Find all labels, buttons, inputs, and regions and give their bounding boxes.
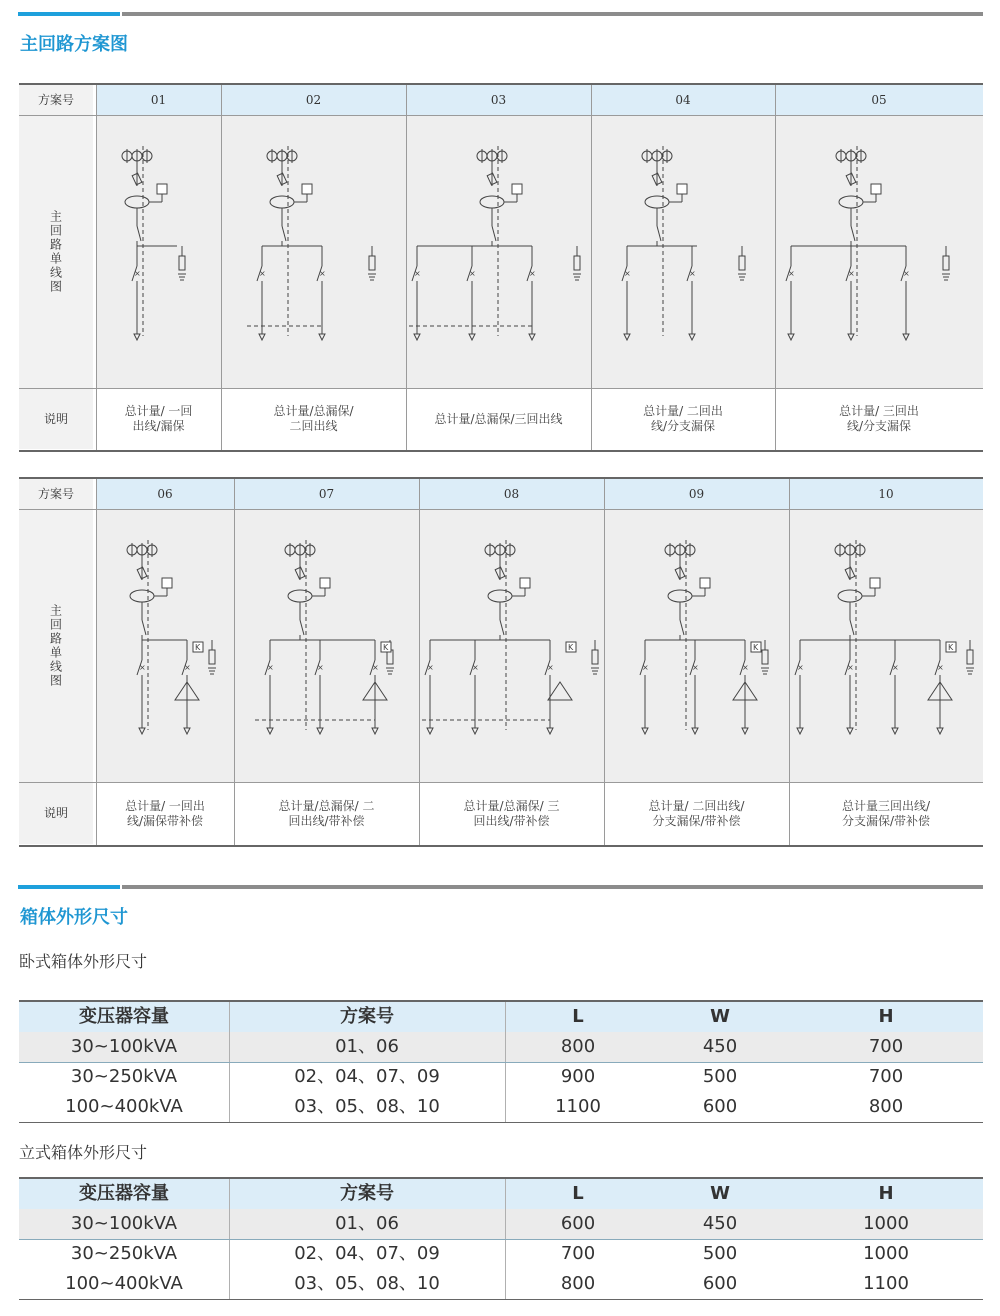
svg-text:K: K — [568, 643, 574, 652]
svg-text:×: × — [797, 663, 804, 672]
table-cell: 500 — [702, 1066, 738, 1087]
table-cell: 30~100kVA — [19, 1209, 229, 1239]
svg-text:×: × — [847, 663, 854, 672]
table-cell: 450 — [651, 1032, 789, 1062]
svg-text:K: K — [195, 643, 201, 652]
svg-text:×: × — [427, 663, 434, 672]
meter-box-icon — [700, 578, 710, 588]
table-header-row — [19, 1002, 983, 1032]
scheme-description: 总计量/总漏保/ 三 回出线/带补偿 — [463, 798, 560, 828]
svg-text:×: × — [689, 269, 696, 278]
scheme-id: 01 — [96, 85, 221, 115]
svg-text:×: × — [259, 269, 266, 278]
column-header: H — [789, 1179, 983, 1209]
scheme-id: 10 — [789, 479, 983, 509]
single-line-diagram — [407, 116, 591, 388]
single-line-diagram — [420, 510, 604, 782]
section-title-schemes: 主回路方案图 — [20, 34, 128, 55]
single-line-diagram — [222, 116, 406, 388]
svg-text:×: × — [892, 663, 899, 672]
svg-text:×: × — [848, 269, 855, 278]
section-title-dimensions: 箱体外形尺寸 — [20, 907, 128, 928]
table-cell: 30~250kVA — [70, 1243, 178, 1264]
table-row — [19, 1269, 983, 1299]
single-line-diagram — [605, 510, 789, 782]
description-label: 说明 — [19, 783, 93, 844]
table-cell: 450 — [651, 1209, 789, 1239]
circuit-diagram-svg — [790, 510, 983, 782]
table-cell: 02、04、07、09 — [294, 1066, 440, 1087]
circuit-diagram-svg — [420, 510, 604, 782]
table-cell: 700 — [789, 1032, 983, 1062]
scheme-description: 总计量/ 二回出 线/分支漏保 — [643, 404, 723, 433]
section-divider — [18, 12, 983, 16]
table-cell: 01、06 — [229, 1032, 505, 1062]
column-header: H — [789, 1002, 983, 1032]
scheme-id: 05 — [775, 85, 983, 115]
table-cell: 800 — [868, 1096, 904, 1117]
table-cell: 1100 — [555, 1096, 601, 1117]
svg-text:×: × — [472, 663, 479, 672]
single-line-diagram — [790, 510, 983, 782]
table-cell: 600 — [702, 1096, 738, 1117]
scheme-table-1 — [19, 83, 983, 452]
scheme-id: 03 — [406, 85, 591, 115]
table-cell: 700 — [868, 1066, 904, 1087]
vertical-box-title: 立式箱体外形尺寸 — [19, 1143, 148, 1162]
svg-text:×: × — [319, 269, 326, 278]
column-header: 方案号 — [229, 1002, 505, 1032]
single-line-diagram — [776, 116, 983, 388]
vertical-dimensions-table — [19, 1177, 983, 1300]
scheme-id: 07 — [234, 479, 419, 509]
single-line-diagram — [97, 510, 234, 782]
scheme-description: 总计量/ 三回出 线/分支漏保 — [839, 404, 919, 433]
table-cell: 800 — [560, 1273, 596, 1294]
scheme-no-label: 方案号 — [19, 85, 93, 115]
table-cell: 600 — [505, 1209, 651, 1239]
svg-text:×: × — [692, 663, 699, 672]
column-header: 方案号 — [229, 1179, 505, 1209]
svg-text:K: K — [753, 643, 759, 652]
meter-box-icon — [677, 184, 687, 194]
svg-text:×: × — [903, 269, 910, 278]
svg-text:K: K — [948, 643, 954, 652]
horizontal-dimensions-table — [19, 1000, 983, 1123]
scheme-id: 02 — [221, 85, 406, 115]
svg-text:×: × — [184, 663, 191, 672]
table-cell: 1000 — [863, 1243, 909, 1264]
scheme-no-label: 方案号 — [19, 479, 93, 509]
table-cell: 30~100kVA — [19, 1032, 229, 1062]
table-row — [19, 1209, 983, 1239]
table-cell: 1100 — [863, 1273, 909, 1294]
column-header: W — [651, 1179, 789, 1209]
meter-box-icon — [162, 578, 172, 588]
svg-text:×: × — [529, 269, 536, 278]
diagram-label: 主回路单线图 — [19, 116, 93, 388]
column-header: 变压器容量 — [19, 1002, 229, 1032]
meter-box-icon — [870, 578, 880, 588]
single-line-diagram — [97, 116, 221, 388]
scheme-id: 04 — [591, 85, 775, 115]
column-header: 变压器容量 — [19, 1179, 229, 1209]
circuit-diagram-svg — [222, 116, 406, 388]
circuit-diagram-svg — [776, 116, 983, 388]
scheme-description: 总计量/总漏保/ 二回出线 — [273, 404, 354, 433]
svg-text:×: × — [414, 269, 421, 278]
scheme-table-2 — [19, 477, 983, 847]
horizontal-box-title: 卧式箱体外形尺寸 — [19, 952, 148, 971]
meter-box-icon — [302, 184, 312, 194]
svg-text:×: × — [937, 663, 944, 672]
circuit-diagram-svg — [235, 510, 419, 782]
table-row — [19, 1032, 983, 1062]
scheme-id: 08 — [419, 479, 604, 509]
circuit-diagram-svg — [605, 510, 789, 782]
meter-box-icon — [157, 184, 167, 194]
scheme-description: 总计量/ 二回出线/ 分支漏保/带补偿 — [648, 798, 745, 828]
scheme-description: 总计量/ 一回出 线/漏保带补偿 — [125, 798, 205, 828]
svg-text:×: × — [134, 269, 141, 278]
table-cell: 01、06 — [229, 1209, 505, 1239]
scheme-id: 09 — [604, 479, 789, 509]
column-header: L — [505, 1179, 651, 1209]
table-cell: 03、05、08、10 — [294, 1096, 440, 1117]
scheme-description: 总计量/ 一回 出线/漏保 — [124, 404, 193, 433]
meter-box-icon — [512, 184, 522, 194]
svg-text:×: × — [642, 663, 649, 672]
table-row — [19, 1092, 983, 1122]
section-divider — [18, 885, 983, 889]
table-row — [19, 1062, 983, 1092]
svg-text:K: K — [383, 643, 389, 652]
circuit-diagram-svg — [97, 510, 234, 782]
svg-text:×: × — [317, 663, 324, 672]
diagram-label: 主回路单线图 — [19, 510, 93, 782]
circuit-diagram-svg — [97, 116, 221, 388]
table-cell: 1000 — [789, 1209, 983, 1239]
meter-box-icon — [320, 578, 330, 588]
circuit-diagram-svg — [407, 116, 591, 388]
table-row — [19, 1239, 983, 1269]
table-cell: 800 — [505, 1032, 651, 1062]
table-cell: 500 — [702, 1243, 738, 1264]
table-cell: 100~400kVA — [65, 1096, 183, 1117]
scheme-description: 总计量三回出线/ 分支漏保/带补偿 — [841, 798, 931, 828]
table-cell: 100~400kVA — [65, 1273, 183, 1294]
svg-text:×: × — [547, 663, 554, 672]
svg-text:×: × — [267, 663, 274, 672]
svg-text:×: × — [788, 269, 795, 278]
svg-text:×: × — [624, 269, 631, 278]
svg-text:×: × — [139, 663, 146, 672]
meter-box-icon — [871, 184, 881, 194]
table-header-row — [19, 1179, 983, 1209]
table-cell: 900 — [560, 1066, 596, 1087]
table-cell: 03、05、08、10 — [294, 1273, 440, 1294]
single-line-diagram — [592, 116, 775, 388]
svg-text:×: × — [469, 269, 476, 278]
meter-box-icon — [520, 578, 530, 588]
column-header: W — [651, 1002, 789, 1032]
svg-text:×: × — [372, 663, 379, 672]
table-cell: 600 — [702, 1273, 738, 1294]
single-line-diagram — [235, 510, 419, 782]
table-cell: 02、04、07、09 — [294, 1243, 440, 1264]
scheme-description: 总计量/总漏保/三回出线 — [434, 411, 563, 426]
table-cell: 700 — [560, 1243, 596, 1264]
circuit-diagram-svg — [592, 116, 775, 388]
description-label: 说明 — [19, 389, 93, 449]
scheme-description: 总计量/总漏保/ 二 回出线/带补偿 — [278, 798, 375, 828]
scheme-id: 06 — [96, 479, 234, 509]
svg-text:×: × — [742, 663, 749, 672]
table-cell: 30~250kVA — [70, 1066, 178, 1087]
column-header: L — [505, 1002, 651, 1032]
